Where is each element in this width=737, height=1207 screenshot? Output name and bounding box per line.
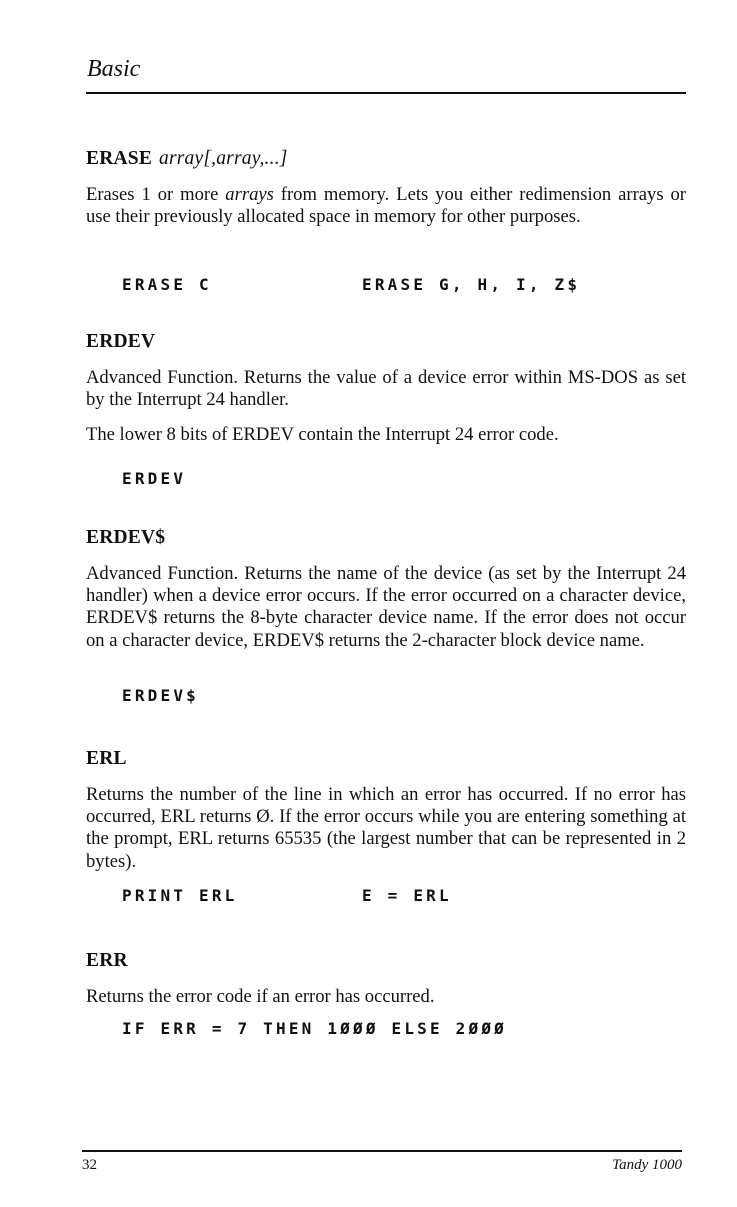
description: Returns the number of the line in which an error has occurred. If no error has occurred, ERL returns Ø. If the error occurs while you are entering something at the prompt, ERL returns 65535 (the largest number that can be represented in 2 bytes). xyxy=(86,784,686,872)
description: Returns the error code if an error has occurred. xyxy=(86,986,435,1007)
code-example: PRINT ERL xyxy=(122,886,238,905)
entry-heading: ERL xyxy=(86,748,127,769)
footer-divider xyxy=(82,1150,682,1152)
description: Advanced Function. Returns the value of a device error within MS-DOS as set by the Interrupt 24 handler. xyxy=(86,367,686,411)
entry-heading: ERDEV xyxy=(86,331,156,352)
code-example: ERASE C xyxy=(122,275,212,294)
footer-brand: Tandy 1000 xyxy=(612,1157,682,1173)
entry-heading: ERDEV$ xyxy=(86,527,166,548)
code-example: ERDEV$ xyxy=(122,686,199,705)
keyword: ERASE xyxy=(86,148,153,169)
description: Erases 1 or more arrays from memory. Lets you either redimension arrays or use their previously allocated space in memory for other purposes. xyxy=(86,184,686,228)
description: The lower 8 bits of ERDEV contain the Interrupt 24 error code. xyxy=(86,424,559,445)
header-divider xyxy=(86,92,686,94)
code-example: IF ERR = 7 THEN 1ØØØ ELSE 2ØØØ xyxy=(122,1019,507,1038)
section-title: Basic xyxy=(87,56,141,82)
description: Advanced Function. Returns the name of the device (as set by the Interrupt 24 handler) when a device error occurs. If the error occurred on a character device, ERDEV$ returns the 8-byte character device name. If the error does not occur on a character device, ERDEV$ returns the 2-character block device name. xyxy=(86,563,686,651)
code-example: ERDEV xyxy=(122,469,187,488)
syntax: array[,array,...] xyxy=(159,148,288,169)
entry-heading: ERR xyxy=(86,950,128,971)
code-example: E = ERL xyxy=(362,886,452,905)
emphasis: arrays xyxy=(225,184,274,205)
entry-heading xyxy=(86,148,288,170)
code-example: ERASE G, H, I, Z$ xyxy=(362,275,581,294)
page-number: 32 xyxy=(82,1157,97,1173)
